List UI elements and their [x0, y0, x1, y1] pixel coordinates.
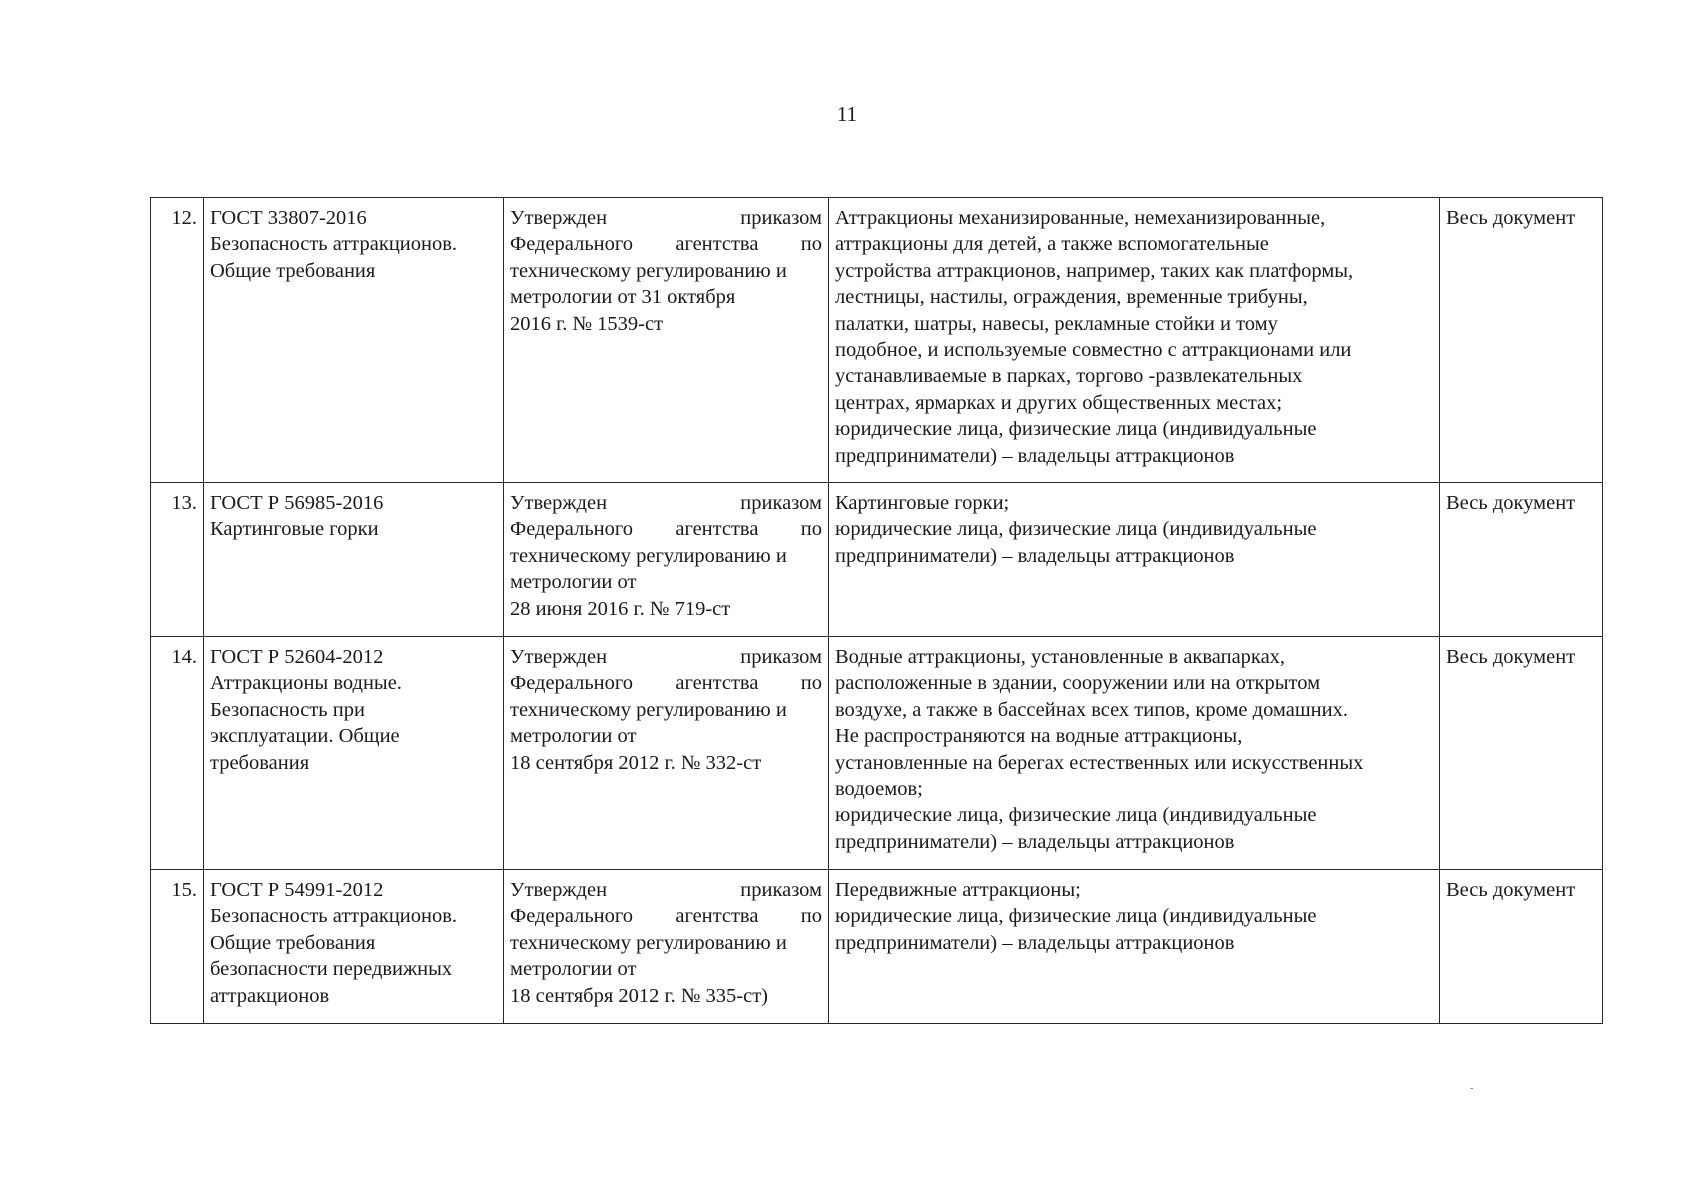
- approval-word: приказом: [740, 646, 822, 668]
- approval-word: приказом: [740, 492, 822, 514]
- scope-line: юридические лица, физические лица (индивидуальные: [835, 518, 1317, 541]
- gost-line: ГОСТ Р 54991-2012: [210, 879, 384, 901]
- gost-line: Безопасность аттракционов.: [210, 905, 458, 928]
- approval-word: Утвержден: [510, 879, 608, 901]
- approval-line: [510, 231, 822, 257]
- scope-line: предприниматели) – владельцы аттракционов: [835, 830, 1235, 853]
- gost-line: ГОСТ Р 56985-2016: [210, 492, 384, 514]
- gost-line: безопасности передвижных: [210, 958, 453, 981]
- approval-line: [510, 644, 822, 670]
- gost-line: Безопасность при: [210, 698, 365, 721]
- gost-line: Общие требования: [210, 931, 376, 954]
- scope-line: юридические лица, физические лица (индивидуальные: [835, 804, 1317, 827]
- approval-word: приказом: [740, 879, 822, 901]
- approval-word: Федерального: [510, 518, 634, 541]
- gost-line: Общие требования: [210, 259, 376, 282]
- scope-line: юридические лица, физические лица (индивидуальные: [835, 418, 1317, 441]
- scope-line: предприниматели) – владельцы аттракционов: [835, 931, 1235, 954]
- approval-line: 2016 г. № 1539-ст: [510, 312, 664, 335]
- scope-cell: [829, 198, 1440, 483]
- approval-cell: [504, 198, 829, 483]
- table-body: [151, 198, 1603, 1024]
- scope-line: воздухе, а также в бассейнах всех типов, кроме домашних.: [835, 698, 1348, 721]
- gost-cell: [204, 637, 504, 870]
- approval-line: [510, 516, 822, 542]
- scope-line: устанавливаемые в парках, торгово -развлекательных: [835, 365, 1303, 388]
- gost-line: Безопасность аттракционов.: [210, 233, 458, 256]
- approval-line: [510, 490, 822, 516]
- approval-cell: [504, 870, 829, 1024]
- scan-speck: [1470, 1088, 1473, 1089]
- scope-line: расположенные в здании, сооружении или на открытом: [835, 672, 1321, 695]
- gost-line: требования: [210, 751, 310, 774]
- gost-line: Картинговые горки: [210, 518, 379, 541]
- table-row: [151, 870, 1603, 1024]
- applicability-cell: Весь документ: [1440, 198, 1603, 483]
- approval-word: агентства: [675, 905, 759, 928]
- approval-line: 28 июня 2016 г. № 719-ст: [510, 597, 731, 620]
- scope-line: палатки, шатры, навесы, рекламные стойки и тому: [835, 312, 1278, 335]
- approval-word: по: [800, 905, 822, 928]
- scope-cell: [829, 483, 1440, 637]
- scope-line: устройства аттракционов, например, таких как платформы,: [835, 259, 1354, 282]
- scope-line: центрах, ярмарках и других общественных местах;: [835, 391, 1283, 414]
- approval-word: Федерального: [510, 905, 634, 928]
- approval-line: [510, 903, 822, 929]
- approval-line: [510, 670, 822, 696]
- scope-line: юридические лица, физические лица (индивидуальные: [835, 905, 1317, 928]
- gost-line: ГОСТ Р 52604-2012: [210, 646, 384, 668]
- gost-cell: [204, 870, 504, 1024]
- approval-line: метрологии от: [510, 725, 637, 748]
- approval-word: по: [800, 672, 822, 695]
- approval-word: Утвержден: [510, 646, 608, 668]
- row-number: 14.: [151, 637, 204, 870]
- approval-cell: [504, 637, 829, 870]
- page-number: 11: [836, 102, 858, 126]
- gost-line: аттракционов: [210, 984, 330, 1007]
- scope-line: аттракционы для детей, а также вспомогательные: [835, 233, 1269, 256]
- scope-line: подобное, и используемые совместно с аттракционами или: [835, 339, 1352, 362]
- scope-cell: [829, 637, 1440, 870]
- approval-word: Федерального: [510, 672, 634, 695]
- standards-table: [150, 197, 1603, 1024]
- approval-line: техническому регулированию и: [510, 931, 787, 954]
- row-number: 15.: [151, 870, 204, 1024]
- approval-word: по: [800, 518, 822, 541]
- approval-line: [510, 205, 822, 231]
- row-number: 12.: [151, 198, 204, 483]
- scope-line: Передвижные аттракционы;: [835, 879, 1081, 901]
- approval-line: 18 сентября 2012 г. № 335-ст): [510, 984, 769, 1007]
- approval-word: приказом: [740, 207, 822, 229]
- applicability-cell: Весь документ: [1440, 637, 1603, 870]
- row-number: 13.: [151, 483, 204, 637]
- table-row: [151, 483, 1603, 637]
- approval-word: агентства: [675, 672, 759, 695]
- table-row: [151, 198, 1603, 483]
- approval-line: техническому регулированию и: [510, 259, 787, 282]
- approval-line: метрологии от: [510, 571, 637, 594]
- scope-line: лестницы, настилы, ограждения, временные трибуны,: [835, 286, 1308, 309]
- scope-line: Картинговые горки;: [835, 492, 1010, 514]
- gost-cell: [204, 198, 504, 483]
- approval-word: Утвержден: [510, 207, 608, 229]
- applicability-cell: Весь документ: [1440, 870, 1603, 1024]
- gost-cell: [204, 483, 504, 637]
- approval-line: [510, 877, 822, 903]
- scope-line: Не распространяются на водные аттракционы,: [835, 725, 1243, 748]
- gost-line: ГОСТ 33807-2016: [210, 207, 367, 229]
- approval-word: агентства: [675, 233, 759, 256]
- approval-word: агентства: [675, 518, 759, 541]
- approval-line: метрологии от 31 октября: [510, 286, 736, 309]
- table-row: [151, 637, 1603, 870]
- approval-word: по: [800, 233, 822, 256]
- scope-line: установленные на берегах естественных или искусственных: [835, 751, 1364, 774]
- approval-cell: [504, 483, 829, 637]
- scope-line: Водные аттракционы, установленные в аквапарках,: [835, 646, 1286, 668]
- scope-cell: [829, 870, 1440, 1024]
- scope-line: водоемов;: [835, 778, 923, 801]
- approval-line: техническому регулированию и: [510, 544, 787, 567]
- gost-line: эксплуатации. Общие: [210, 725, 400, 748]
- approval-word: Утвержден: [510, 492, 608, 514]
- scope-line: предприниматели) – владельцы аттракционов: [835, 544, 1235, 567]
- approval-line: метрологии от: [510, 958, 637, 981]
- scope-line: предприниматели) – владельцы аттракционов: [835, 444, 1235, 467]
- applicability-cell: Весь документ: [1440, 483, 1603, 637]
- approval-line: техническому регулированию и: [510, 698, 787, 721]
- scope-line: Аттракционы механизированные, немеханизированные,: [835, 207, 1326, 229]
- approval-line: 18 сентября 2012 г. № 332-ст: [510, 751, 762, 774]
- approval-word: Федерального: [510, 233, 634, 256]
- gost-line: Аттракционы водные.: [210, 672, 402, 695]
